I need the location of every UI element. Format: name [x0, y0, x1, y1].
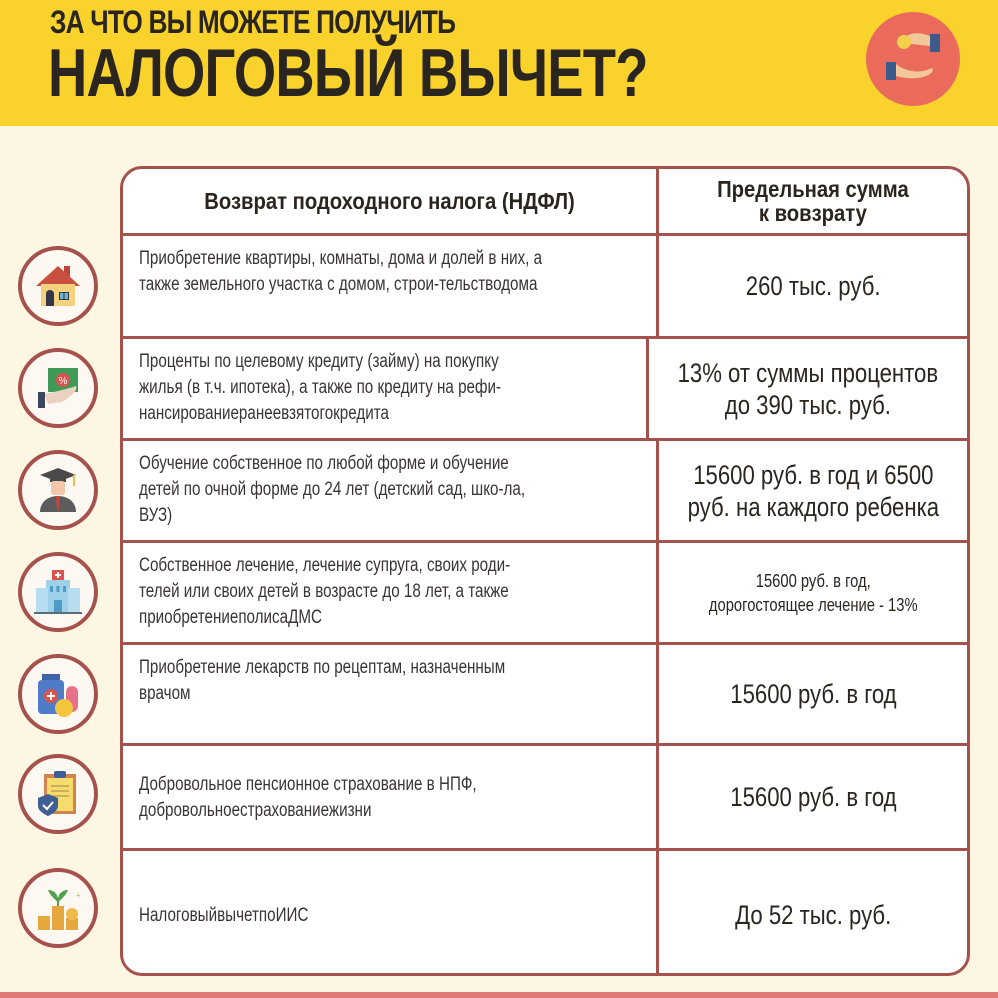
table-row [123, 236, 967, 339]
svg-text:%: % [58, 376, 68, 387]
description-text: Проценты по целевому кредиту (займу) на покупку жилья (в т.ч. ипотека), а также по кредиту на рефи-нансированиеранеевзятогокредита [139, 351, 502, 424]
medicine-icon [18, 654, 98, 734]
column-header-limit [659, 169, 967, 233]
table-header [123, 169, 967, 236]
description-text: Приобретение лекарств по рецептам, назначенным врачом [139, 657, 506, 704]
row-limit [649, 339, 967, 438]
mortgage-percent-icon [18, 348, 98, 428]
limit-text: 260 тыс. руб. [745, 271, 881, 301]
insurance-clipboard-icon [18, 754, 98, 834]
column-header-line: к вовзрату [758, 200, 868, 226]
column-header-tax-refund [123, 169, 659, 233]
description-text: Собственное лечение, лечение супруга, своих роди-телей или своих детей в возрасте до 18 лет, а также приобретениеполисаДМС [139, 555, 511, 628]
description-text: Обучение собственное по любой форме и обучение детей по очной форме до 24 лет (детский сад, шко-ла, ВУЗ) [139, 453, 526, 526]
limit-text: 15600 руб. в год и 6500 [692, 459, 934, 490]
row-description [123, 543, 659, 642]
row-description [123, 645, 659, 743]
row-description [123, 339, 649, 438]
money-handover-icon [866, 12, 960, 106]
row-limit [659, 441, 967, 540]
description-text: Добровольное пенсионное страхование в НПФ, добровольноестрахованиежизни [139, 774, 477, 821]
column-header-label: Возврат подоходного налога (НДФЛ) [204, 187, 575, 214]
limit-text: 15600 руб. в год [729, 679, 897, 709]
limit-text: 13% от суммы процентов [677, 357, 939, 388]
table-row [123, 339, 967, 441]
row-limit [659, 851, 967, 976]
row-limit [659, 645, 967, 743]
limit-text: 15600 руб. в год [729, 782, 897, 812]
table-row [123, 851, 967, 976]
row-limit [659, 746, 967, 848]
graduate-icon [18, 450, 98, 530]
table-row [123, 645, 967, 746]
table-row [123, 441, 967, 543]
limit-text: руб. на каждого ребенка [687, 491, 939, 522]
bottom-border-strip [0, 992, 998, 998]
row-description [123, 746, 659, 848]
title-line-1: ЗА ЧТО ВЫ МОЖЕТЕ ПОЛУЧИТЬ [50, 4, 456, 40]
table-row [123, 543, 967, 645]
limit-text: дорогостоящее лечение - 13% [708, 594, 918, 615]
row-description [123, 851, 659, 976]
row-description [123, 236, 659, 336]
table-row [123, 746, 967, 851]
hospital-icon [18, 552, 98, 632]
page-title: НАЛОГОВЫЙ ВЫЧЕТ? [48, 35, 648, 111]
limit-text: 15600 руб. в год, [755, 570, 871, 591]
limit-text: до 390 тыс. руб. [725, 389, 892, 420]
header-banner [0, 0, 998, 126]
svg-text:+: + [76, 891, 81, 900]
row-limit [659, 543, 967, 642]
coins-growth-icon [18, 868, 98, 948]
row-description [123, 441, 659, 540]
limit-text: До 52 тыс. руб. [734, 900, 892, 930]
description-text: НалоговыйвычетпоИИС [139, 905, 309, 926]
row-limit [659, 236, 967, 336]
column-header-line: Предельная сумма [717, 176, 909, 202]
description-text: Приобретение квартиры, комнаты, дома и долей в них, а также земельного участка с домом, строи-тельстводома [139, 248, 543, 295]
house-icon [18, 246, 98, 326]
deduction-table [120, 166, 970, 976]
